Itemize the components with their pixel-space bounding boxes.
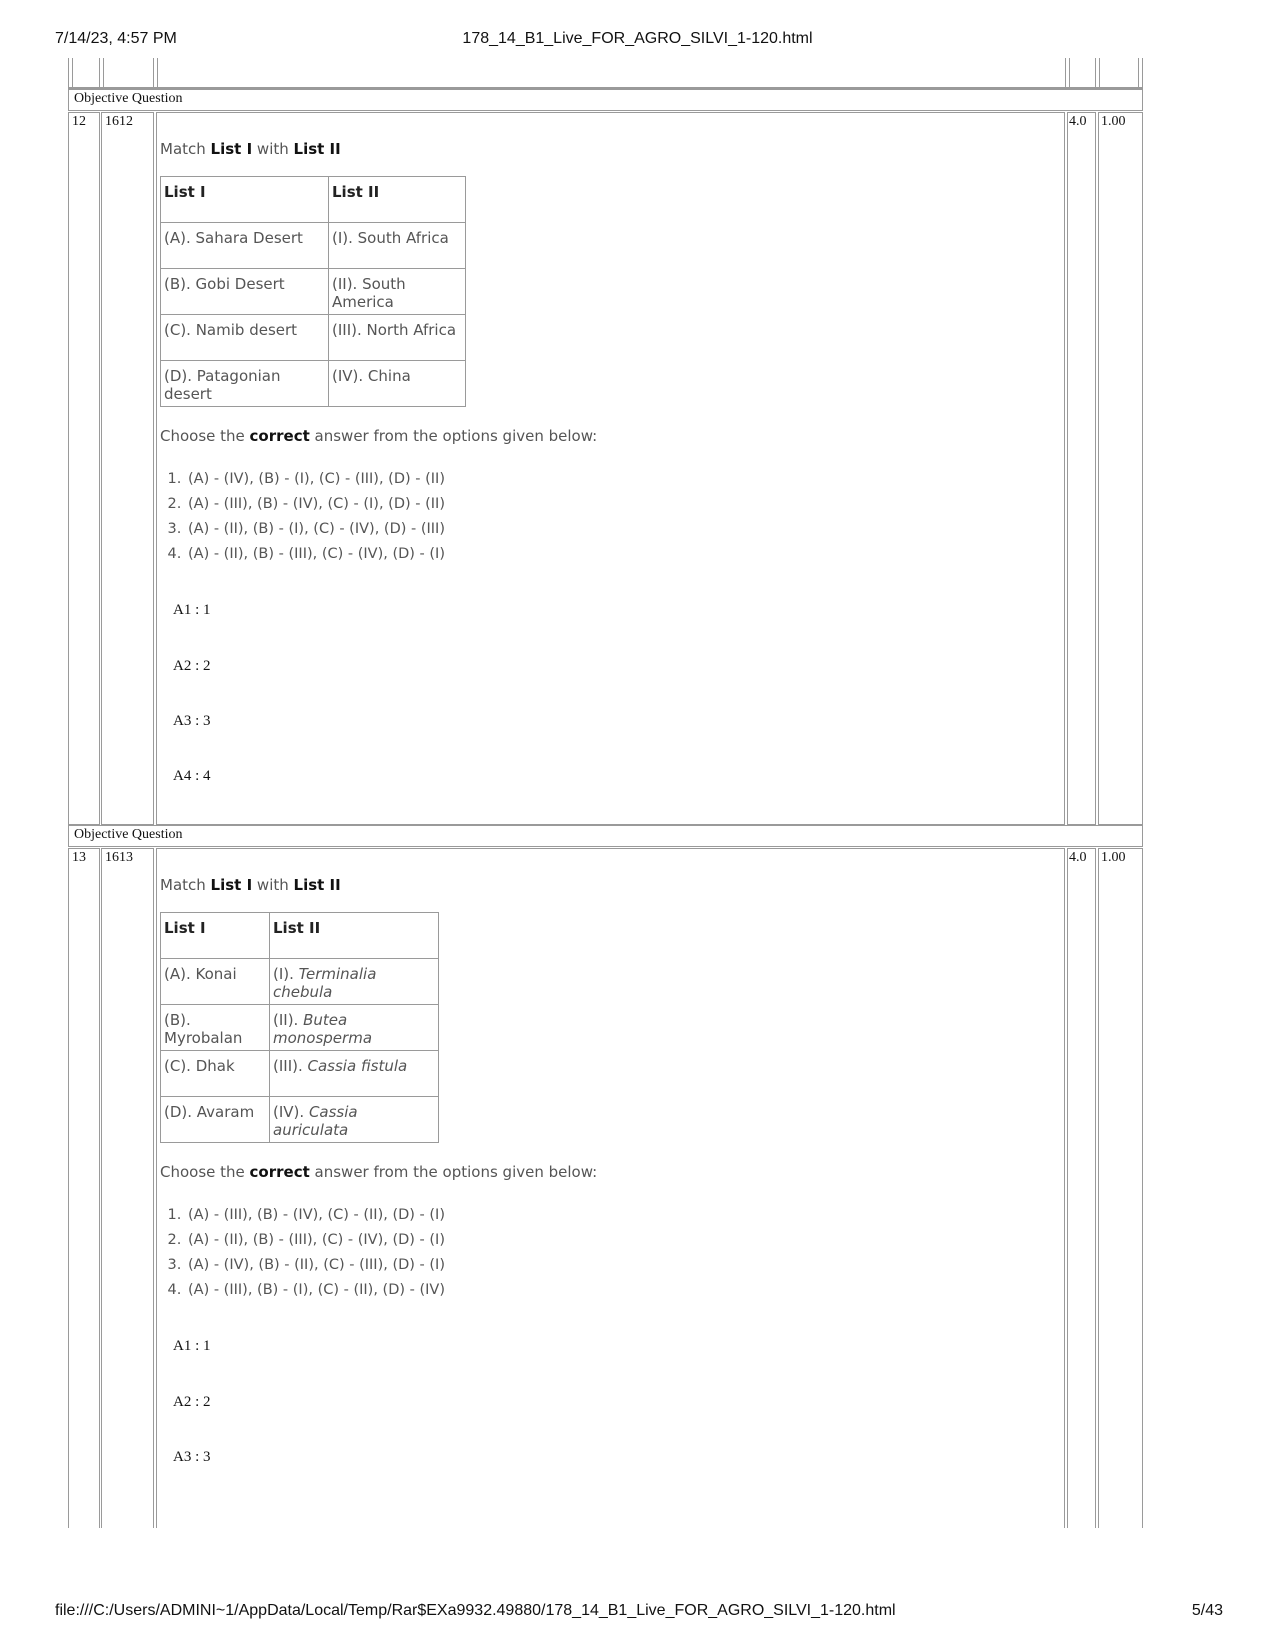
table-row [161, 1051, 439, 1097]
table-row [161, 1097, 439, 1143]
table-row [161, 959, 439, 1005]
option-item: 3. (A) - (IV), (B) - (II), (C) - (III), (D) - (I) [186, 1253, 597, 1278]
question-id: 1612 [105, 114, 133, 129]
table-cell: (III). Cassia fistula [270, 1051, 439, 1097]
section-label: Objective Question [74, 827, 183, 842]
table-header-row [161, 913, 439, 959]
choose-instruction: Choose the correct answer from the options given below: [160, 427, 598, 445]
choose-instruction: Choose the correct answer from the options given below: [160, 1163, 598, 1181]
print-file-path: file:///C:/Users/ADMINI~1/AppData/Local/Temp/Rar$EXa9932.49880/178_14_B1_Live_FOR_AGRO_SILVI_1-120.html [55, 1602, 896, 1619]
section-header-row [68, 825, 1143, 847]
question-serial: 12 [72, 114, 86, 129]
table-header-list2: List II [329, 177, 466, 223]
negative-cell [1098, 848, 1143, 1528]
table-cell: (B). Gobi Desert [161, 269, 329, 315]
marks-cell [1067, 848, 1096, 1528]
print-page-number: 5/43 [1191, 1602, 1223, 1619]
table-cell: (C). Namib desert [161, 315, 329, 361]
table-cell: (II). Butea monosperma [270, 1005, 439, 1051]
table-cell: (D). Avaram [161, 1097, 270, 1143]
print-timestamp: 7/14/23, 4:57 PM [55, 30, 177, 47]
question-intro: Match List I with List II [160, 140, 341, 158]
table-row [161, 223, 466, 269]
table-row [161, 361, 466, 407]
qid-cell [101, 848, 154, 1528]
question-marks: 4.0 [1069, 850, 1087, 865]
serial-cell [68, 112, 100, 825]
table-cell: (IV). China [329, 361, 466, 407]
table-cell: (A). Konai [161, 959, 270, 1005]
print-title: 178_14_B1_Live_FOR_AGRO_SILVI_1-120.html [462, 30, 813, 47]
question-negative-marks: 1.00 [1101, 850, 1126, 865]
options-list [160, 467, 597, 567]
table-cell: (D). Patagonian desert [161, 361, 329, 407]
answer-key-1: A1 : 1 [173, 602, 211, 618]
qid-cell [101, 112, 154, 825]
option-item: 2. (A) - (II), (B) - (III), (C) - (IV), (D) - (I) [186, 1228, 597, 1253]
section-header-row [68, 89, 1143, 111]
question-id: 1613 [105, 850, 133, 865]
question-content [160, 876, 597, 1303]
question-marks: 4.0 [1069, 114, 1087, 129]
answer-key-1: A1 : 1 [173, 1338, 211, 1354]
match-table [160, 912, 439, 1143]
table-row [161, 269, 466, 315]
serial-cell [68, 848, 100, 1528]
negative-cell [1098, 112, 1143, 825]
table-cell: (B). Myrobalan [161, 1005, 270, 1051]
table-cell: (I). South Africa [329, 223, 466, 269]
answer-key-4: A4 : 4 [173, 768, 211, 784]
option-item: 1. (A) - (IV), (B) - (I), (C) - (III), (D) - (II) [186, 467, 597, 492]
question-serial: 13 [72, 850, 86, 865]
table-cell: (IV). Cassia auriculata [270, 1097, 439, 1143]
option-item: 4. (A) - (III), (B) - (I), (C) - (II), (D) - (IV) [186, 1278, 597, 1303]
table-cell: (III). North Africa [329, 315, 466, 361]
question-content [160, 140, 597, 567]
table-cell: (C). Dhak [161, 1051, 270, 1097]
table-cell: (I). Terminalia chebula [270, 959, 439, 1005]
table-row [161, 1005, 439, 1051]
table-header-list2: List II [270, 913, 439, 959]
match-table [160, 176, 466, 407]
answer-key-2: A2 : 2 [173, 658, 211, 674]
answer-key-3: A3 : 3 [173, 713, 211, 729]
table-row [161, 315, 466, 361]
table-cell: (A). Sahara Desert [161, 223, 329, 269]
option-item: 2. (A) - (III), (B) - (IV), (C) - (I), (D) - (II) [186, 492, 597, 517]
table-header-list1: List I [161, 913, 270, 959]
options-list [160, 1203, 597, 1303]
table-cell: (II). South America [329, 269, 466, 315]
table-header-list1: List I [161, 177, 329, 223]
answer-key-2: A2 : 2 [173, 1394, 211, 1410]
option-item: 3. (A) - (II), (B) - (I), (C) - (IV), (D) - (III) [186, 517, 597, 542]
option-item: 1. (A) - (III), (B) - (IV), (C) - (II), (D) - (I) [186, 1203, 597, 1228]
option-item: 4. (A) - (II), (B) - (III), (C) - (IV), (D) - (I) [186, 542, 597, 567]
question-intro: Match List I with List II [160, 876, 341, 894]
question-negative-marks: 1.00 [1101, 114, 1126, 129]
section-label: Objective Question [74, 91, 183, 106]
marks-cell [1067, 112, 1096, 825]
answer-key-3: A3 : 3 [173, 1449, 211, 1465]
table-header-row [161, 177, 466, 223]
